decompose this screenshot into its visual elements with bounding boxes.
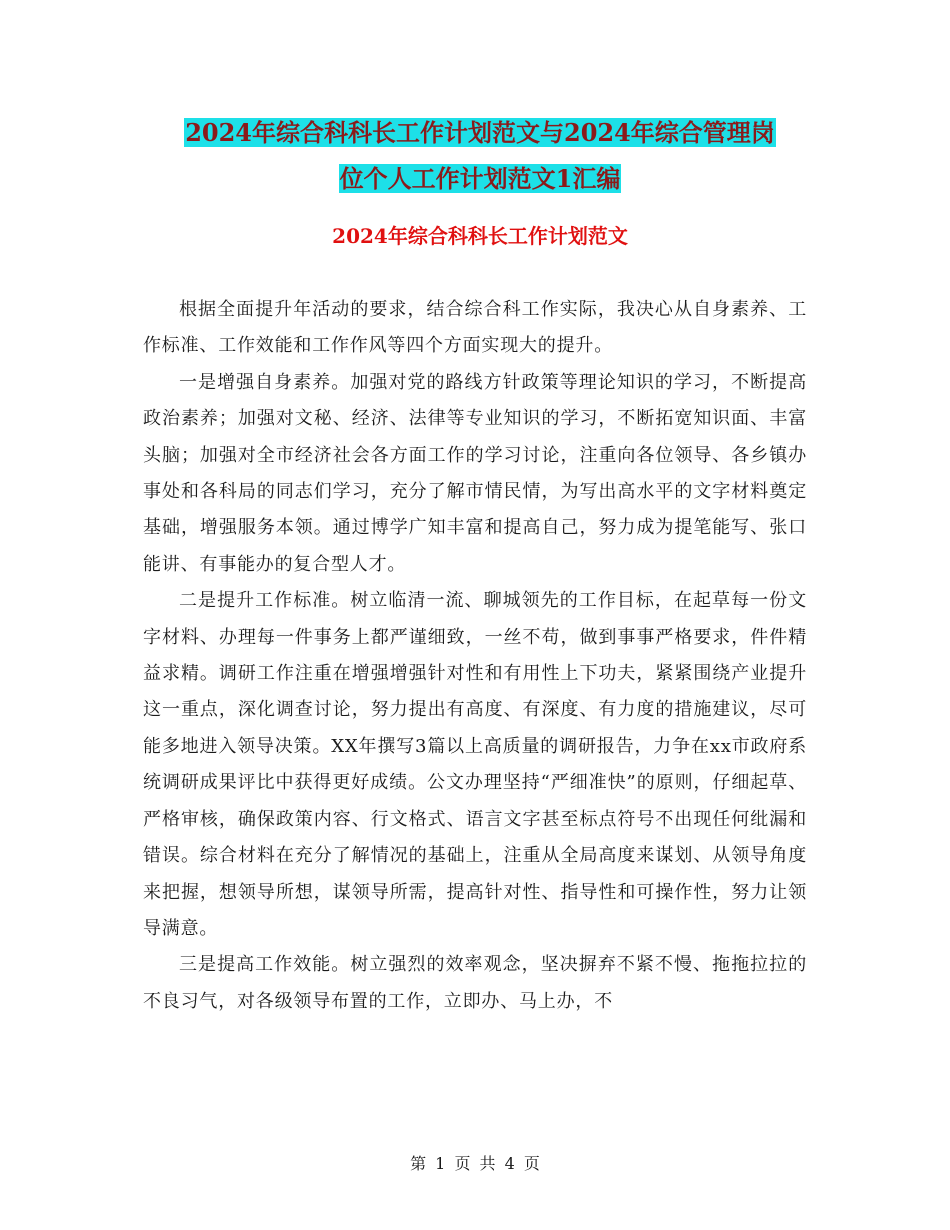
page-number-footer: 第 1 页 共 4 页 [410, 1154, 540, 1173]
paragraph-work-efficiency: 三是提高工作效能。树立强烈的效率观念，坚决摒弃不紧不慢、拖拖拉拉的不良习气，对各级领导布置的工作，立即办、马上办，不 [143, 954, 807, 1012]
document-body [143, 292, 807, 1020]
paragraph-work-standard: 二是提升工作标准。树立临清一流、聊城领先的工作目标，在起草每一份文字材料、办理每一件事务上都严谨细致，一丝不苟，做到事事严格要求，件件精益求精。调研工作注重在增强增强针对性和有用性上下功夫，紧紧围绕产业提升这一重点，深化调查讨论，努力提出有高度、有深度、有力度的措施建议，尽可能多地进入领导决策。XX年撰写3篇以上高质量的调研报告，力争在xx市政府系统调研成果评比中获得更好成绩。公文办理坚持“严细准快”的原则，仔细起草、严格审核，确保政策内容、行文格式、语言文字甚至标点符号不出现任何纰漏和错误。综合材料在充分了解情况的基础上，注重从全局高度来谋划、从领导角度来把握，想领导所想，谋领导所需，提高针对性、指导性和可操作性，努力让领导满意。 [143, 590, 807, 939]
paragraph-intro: 根据全面提升年活动的要求，结合综合科工作实际，我决心从自身素养、工作标准、工作效能和工作作风等四个方面实现大的提升。 [143, 299, 807, 357]
document-title [140, 110, 820, 202]
title-line-1: 2024年综合科科长工作计划范文与2024年综合管理岗 [185, 118, 775, 147]
title-line-2: 位个人工作计划范文1汇编 [339, 164, 621, 193]
paragraph-self-quality: 一是增强自身素养。加强对党的路线方针政策等理论知识的学习，不断提高政治素养；加强对文秘、经济、法律等专业知识的学习，不断拓宽知识面、丰富头脑；加强对全市经济社会各方面工作的学习讨论，注重向各位领导、各乡镇办事处和各科局的同志们学习，充分了解市情民情，为写出高水平的文字材料奠定基础，增强服务本领。通过博学广知丰富和提高自己，努力成为提笔能写、张口能讲、有事能办的复合型人才。 [143, 371, 807, 575]
section-title: 2024年综合科科长工作计划范文 [332, 224, 628, 248]
